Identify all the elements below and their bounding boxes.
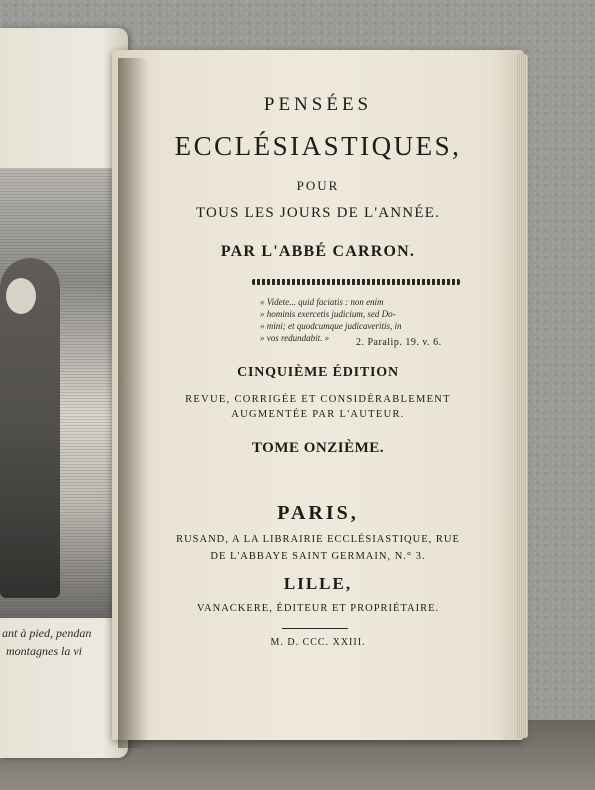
- epigraph-line: « Videte... quid faciatis : non enim: [260, 297, 384, 307]
- left-page-frontispiece: [0, 28, 128, 758]
- city-lille: LILLE,: [283, 574, 353, 593]
- volume: TOME ONZIÈME.: [251, 440, 385, 456]
- subtitle: TOUS LES JOURS DE L'ANNÉE.: [195, 205, 441, 221]
- caption-line-1: ant à pied, pendan: [2, 626, 92, 640]
- decorative-rule: [252, 279, 460, 285]
- author: PAR L'ABBÉ CARRON.: [220, 243, 416, 260]
- epigraph-line: » vos redundabit. »: [260, 333, 330, 343]
- title-line-2: ECCLÉSIASTIQUES,: [174, 131, 462, 161]
- revision-line-2: AUGMENTÉE PAR L'AUTEUR.: [231, 409, 405, 420]
- epigraph-line: » mini; et quodcumque judicaveritis, in: [260, 321, 402, 331]
- publisher-paris-line-2: DE L'ABBAYE SAINT GERMAIN, N.° 3.: [210, 551, 426, 562]
- caption-line-2: montagnes la vi: [6, 644, 82, 658]
- short-rule: [282, 628, 348, 629]
- title-line-1: PENSÉES: [263, 94, 373, 115]
- publisher-lille: VANACKERE, ÉDITEUR ET PROPRIÉTAIRE.: [196, 603, 440, 614]
- engraving-figure-head: [6, 278, 36, 314]
- revision-line-1: REVUE, CORRIGÉE ET CONSIDÉRABLEMENT: [185, 394, 451, 405]
- publication-date: M. D. CCC. XXIII.: [270, 637, 366, 648]
- epigraph-line: » hominis exercetis judicium, sed Do-: [260, 309, 396, 319]
- city-paris: PARIS,: [277, 502, 359, 524]
- title-pour: POUR: [296, 178, 340, 193]
- spine-shadow: [118, 58, 148, 748]
- edition: CINQUIÈME ÉDITION: [237, 365, 399, 380]
- engraving-caption: [2, 624, 127, 660]
- publisher-paris-line-1: RUSAND, A LA LIBRAIRIE ECCLÉSIASTIQUE, RUE: [176, 534, 460, 545]
- epigraph-reference: 2. Paralip. 19. v. 6.: [356, 337, 442, 348]
